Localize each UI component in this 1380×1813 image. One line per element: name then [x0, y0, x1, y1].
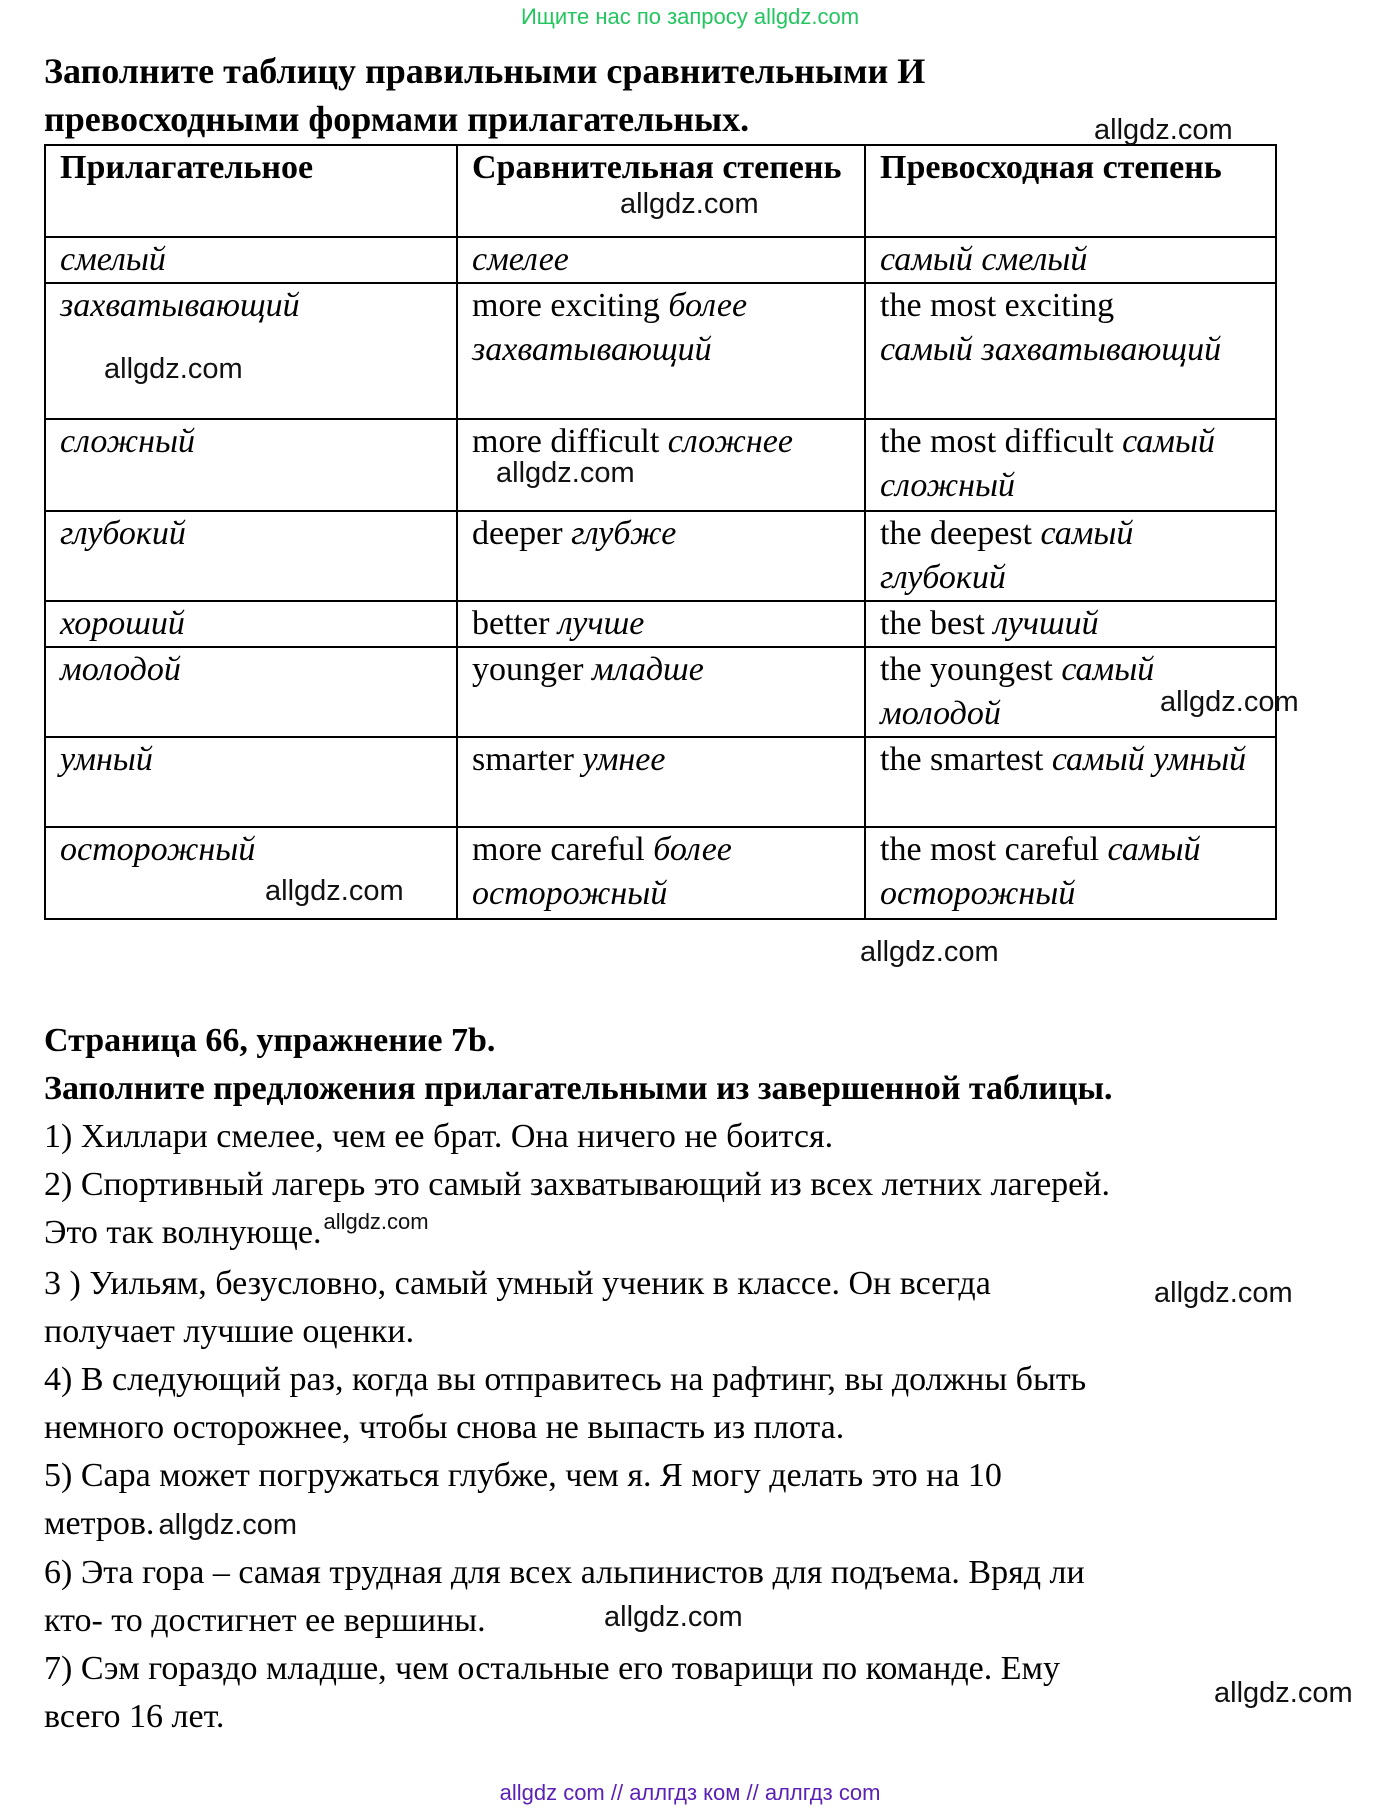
comparative-russian: лучше	[557, 605, 645, 642]
adjective-cell: хороший	[45, 601, 457, 647]
watermark: allgdz.com	[323, 1209, 429, 1234]
comparative-english: more difficult	[472, 423, 660, 460]
comparative-cell	[457, 827, 865, 919]
comparative-russian: умнее	[582, 741, 666, 778]
comparative-english: smarter	[472, 741, 574, 778]
sentence-2-line-1: 2) Спортивный лагерь это самый захватывающий из всех летних лагерей.	[44, 1166, 1110, 1203]
footer-links[interactable]: allgdz com // аллгдз ком // аллгдз com	[499, 1780, 881, 1805]
sentence-5-text: метров.	[44, 1505, 155, 1542]
sentence-4-line-2: немного осторожнее, чтобы снова не выпасть из плота.	[44, 1409, 845, 1446]
table-row	[45, 647, 1276, 737]
superlative-english: the youngest	[880, 651, 1053, 688]
sentence-5-line-2	[44, 1500, 1344, 1549]
comparative-russian: глубже	[571, 515, 677, 552]
adjective-cell: захватывающий	[45, 283, 457, 419]
superlative-russian: самый смелый	[880, 241, 1088, 278]
table-row	[45, 511, 1276, 601]
sentence-4-line-1: 4) В следующий раз, когда вы отправитесь на рафтинг, вы должны быть	[44, 1361, 1087, 1398]
superlative-cell	[865, 237, 1276, 283]
sentence-7-line-2: всего 16 лет.	[44, 1698, 225, 1735]
superlative-english: the smartest	[880, 741, 1044, 778]
sentence-5-line-1: 5) Сара может погружаться глубже, чем я. Я могу делать это на 10	[44, 1457, 1002, 1494]
superlative-russian: самый молодой	[880, 651, 1155, 732]
comparative-cell	[457, 511, 865, 601]
watermark: allgdz.com	[496, 457, 635, 489]
adjective-cell: умный	[45, 737, 457, 827]
table-row	[45, 737, 1276, 827]
sentence-2-text: Это так волнующе.	[44, 1214, 322, 1251]
table-row	[45, 283, 1276, 419]
comparative-cell	[457, 283, 865, 419]
table-row	[45, 601, 1276, 647]
sentence-6-line-2: кто- то достигнет ее вершины.	[44, 1602, 486, 1639]
watermark: allgdz.com	[860, 936, 999, 968]
superlative-cell	[865, 511, 1276, 601]
superlative-russian: самый сложный	[880, 423, 1216, 504]
watermark: allgdz.com	[1214, 1677, 1353, 1709]
superlative-english: the best	[880, 605, 985, 642]
comparative-english: more exciting	[472, 287, 660, 324]
adjective-cell: молодой	[45, 647, 457, 737]
sentence-3-line-2: получает лучшие оценки.	[44, 1313, 415, 1350]
watermark: allgdz.com	[620, 188, 759, 220]
comparative-russian: более осторожный	[472, 831, 732, 912]
table-row	[45, 827, 1276, 919]
table-row	[45, 419, 1276, 511]
superlative-russian: лучший	[993, 605, 1099, 642]
comparative-russian: младше	[591, 651, 704, 688]
comparative-cell	[457, 737, 865, 827]
superlative-russian: самый осторожный	[880, 831, 1201, 912]
superlative-russian: самый умный	[1051, 741, 1247, 778]
header-superlative: Превосходная степень	[865, 145, 1276, 237]
superlative-cell	[865, 827, 1276, 919]
comparative-russian: сложнее	[667, 423, 793, 460]
search-banner[interactable]: Ищите нас по запросу allgdz.com	[520, 4, 860, 29]
adjective-cell: глубокий	[45, 511, 457, 601]
watermark: allgdz.com	[104, 353, 243, 385]
task-title-line-1: Заполните таблицу правильными сравнительными И	[44, 51, 926, 91]
superlative-english: the deepest	[880, 515, 1032, 552]
superlative-russian: самый захватывающий	[880, 331, 1222, 368]
watermark: allgdz.com	[1160, 686, 1299, 718]
exercise-instruction: Заполните предложения прилагательными из завершенной таблицы.	[44, 1070, 1113, 1107]
superlative-cell	[865, 737, 1276, 827]
table-row	[45, 237, 1276, 283]
superlative-cell	[865, 601, 1276, 647]
header-adjective: Прилагательное	[45, 145, 457, 237]
superlative-cell	[865, 283, 1276, 419]
comparative-english: deeper	[472, 515, 563, 552]
comparative-english: better	[472, 605, 550, 642]
watermark: allgdz.com	[604, 1601, 743, 1633]
header-comparative: Сравнительная степень	[457, 145, 865, 237]
comparative-cell	[457, 647, 865, 737]
superlative-english: the most difficult	[880, 423, 1114, 460]
adjective-cell: сложный	[45, 419, 457, 511]
comparative-russian: смелее	[472, 241, 569, 278]
exercise-title: Страница 66, упражнение 7b.	[44, 1022, 496, 1059]
adjective-forms-table	[44, 144, 1277, 920]
sentence-1: 1) Хиллари смелее, чем ее брат. Она ничего не боится.	[44, 1118, 834, 1155]
adjective-cell: смелый	[45, 237, 457, 283]
superlative-cell	[865, 419, 1276, 511]
superlative-english: the most careful	[880, 831, 1100, 868]
watermark: allgdz.com	[158, 1509, 298, 1541]
task-title-line-2: превосходными формами прилагательных.	[44, 99, 750, 139]
watermark: allgdz.com	[265, 875, 404, 907]
comparative-cell	[457, 601, 865, 647]
sentence-2-line-2	[44, 1209, 1344, 1260]
sentence-3-line-1: 3 ) Уильям, безусловно, самый умный ученик в классе. Он всегда	[44, 1265, 991, 1302]
sentence-6-line-1: 6) Эта гора – самая трудная для всех альпинистов для подъема. Вряд ли	[44, 1554, 1085, 1591]
sentence-7-line-1: 7) Сэм гораздо младше, чем остальные его товарищи по команде. Ему	[44, 1650, 1061, 1687]
comparative-russian: более захватывающий	[472, 287, 748, 368]
comparative-english: more careful	[472, 831, 645, 868]
superlative-english: the most exciting	[880, 287, 1115, 324]
comparative-cell	[457, 237, 865, 283]
watermark: allgdz.com	[1154, 1277, 1293, 1309]
superlative-russian: самый глубокий	[880, 515, 1134, 596]
adjective-cell: осторожный	[45, 827, 457, 919]
watermark: allgdz.com	[1094, 114, 1233, 146]
comparative-english: younger	[472, 651, 584, 688]
